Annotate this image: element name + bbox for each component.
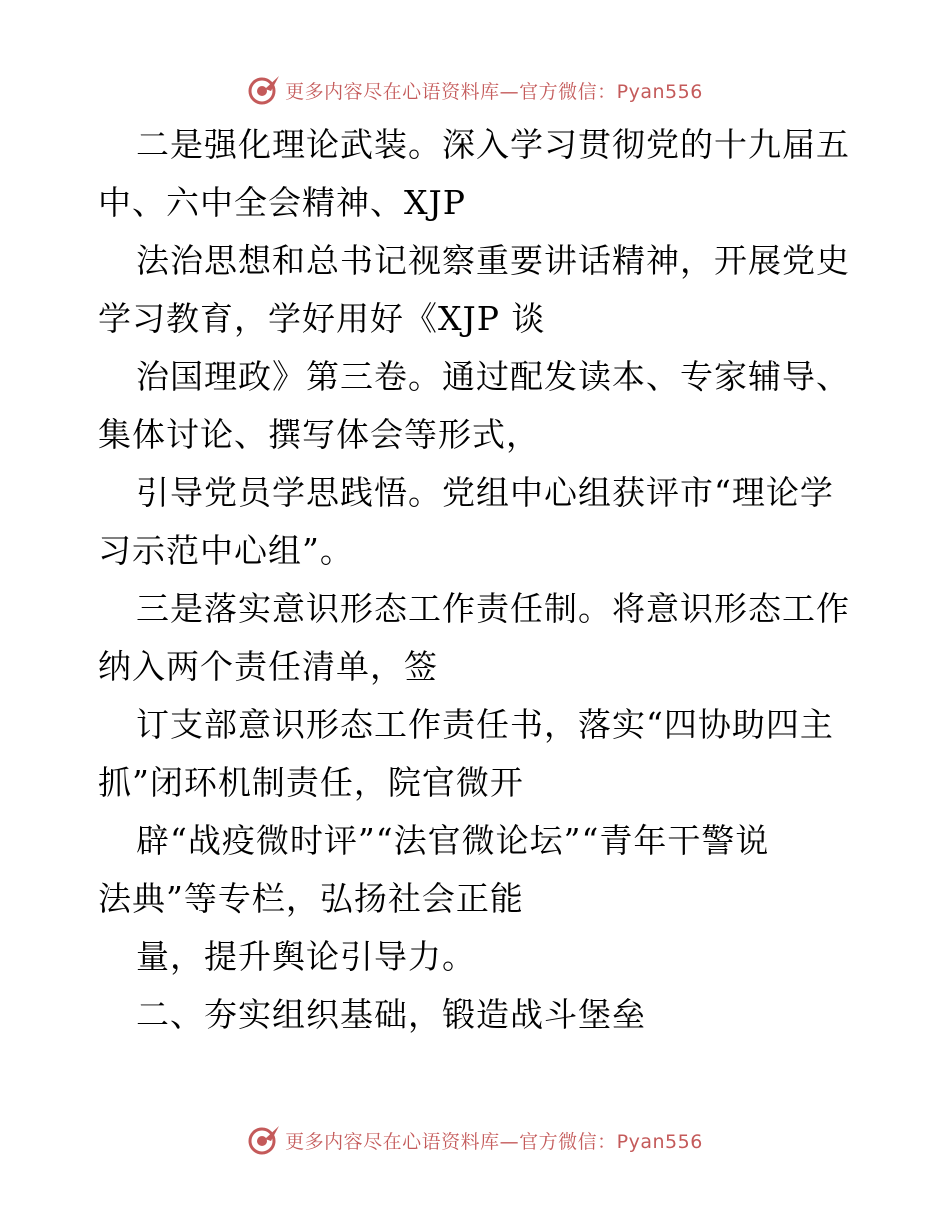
quill-logo-icon bbox=[247, 1123, 281, 1157]
quill-logo-icon bbox=[247, 73, 281, 107]
paragraph-line: 三是落实意识形态工作责任制。将意识形态工作 bbox=[136, 589, 850, 628]
watermark-text: 更多内容尽在心语资料库—官方微信：Pyan556 bbox=[285, 1130, 703, 1153]
footer-watermark bbox=[0, 1120, 950, 1160]
paragraph-line: 集体讨论、撰写体会等形式， bbox=[98, 415, 540, 454]
paragraph-line: 引导党员学思践悟。党组中心组获评市“理论学 bbox=[136, 473, 834, 512]
paragraph-line: 纳入两个责任清单，签 bbox=[98, 647, 438, 686]
header-watermark bbox=[0, 70, 950, 110]
paragraph-line: 抓”闭环机制责任，院官微开 bbox=[98, 763, 524, 802]
paragraph-line: 治国理政》第三卷。通过配发读本、专家辅导、 bbox=[136, 357, 850, 396]
section-heading: 二、夯实组织基础，锻造战斗堡垒 bbox=[136, 995, 646, 1034]
paragraph-line: 学习教育，学好用好《XJP 谈 bbox=[98, 299, 546, 338]
paragraph-line: 辟“战疫微时评”“法官微论坛”“青年干警说 bbox=[136, 821, 770, 860]
paragraph-line: 法典”等专栏，弘扬社会正能 bbox=[98, 879, 524, 918]
paragraph-line: 量，提升舆论引导力。 bbox=[136, 937, 476, 976]
paragraph-line: 法治思想和总书记视察重要讲话精神，开展党史 bbox=[136, 241, 850, 280]
document-body bbox=[98, 116, 858, 1044]
paragraph-line: 订支部意识形态工作责任书，落实“四协助四主 bbox=[136, 705, 834, 744]
paragraph-line: 习示范中心组”。 bbox=[98, 531, 354, 570]
paragraph-line: 二是强化理论武装。深入学习贯彻党的十九届五 bbox=[136, 125, 850, 164]
watermark-text: 更多内容尽在心语资料库—官方微信：Pyan556 bbox=[285, 80, 703, 103]
paragraph-line: 中、六中全会精神、XJP bbox=[98, 183, 466, 222]
